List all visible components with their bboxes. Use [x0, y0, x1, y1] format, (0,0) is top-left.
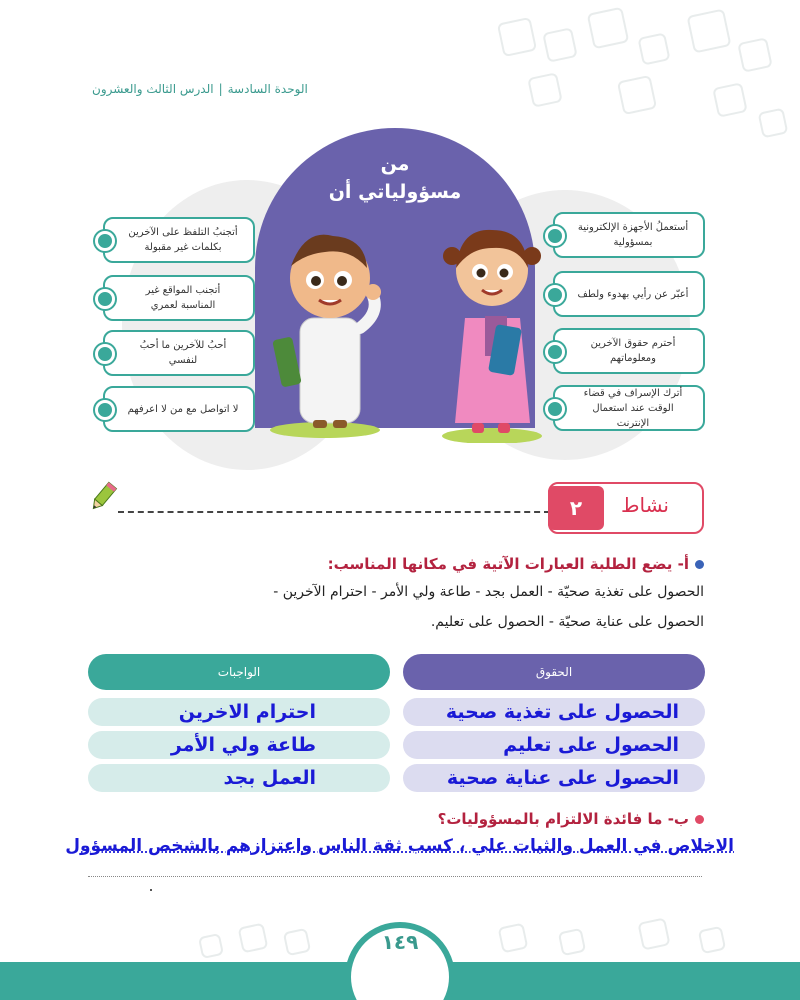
question-b-title: [304, 810, 704, 834]
bullet-dot-icon: [95, 400, 115, 420]
decorative-square: [497, 17, 537, 57]
responsibility-text: أتجنب المواقع غير المناسبة لعمري: [145, 285, 221, 311]
decorative-square: [712, 82, 748, 118]
decorative-square: [498, 923, 529, 954]
bullet-dot-icon: [545, 342, 565, 362]
rights-header: الحقوق: [403, 654, 705, 690]
breadcrumb-unit: الوحدة السادسة: [227, 82, 308, 96]
responsibility-text: أحبُ للآخرين ما أحبُ لنفسي: [139, 340, 227, 366]
responsibility-item-left-4: [103, 386, 255, 432]
illustration-title: [290, 150, 500, 206]
question-a-line1: الحصول على تغذية صحيّة - العمل بجد - طاعة ولي الأمر - احترام الآخرين -: [273, 584, 704, 600]
decorative-square: [283, 928, 311, 956]
decorative-square: [637, 32, 670, 65]
bullet-dot-icon: [545, 226, 565, 246]
decorative-square: [238, 923, 269, 954]
duties-header: الواجبات: [88, 654, 390, 690]
responsibility-item-right-3: [553, 328, 705, 374]
question-a-title: [284, 555, 704, 579]
activity-number: ٢: [548, 486, 604, 530]
decorative-square: [758, 108, 789, 139]
responsibility-item-right-1: [553, 212, 705, 258]
rights-cell[interactable]: الحصول على تغذية صحية: [403, 698, 705, 726]
duties-cell[interactable]: طاعة ولي الأمر: [88, 731, 390, 759]
answer-line: [88, 876, 702, 877]
decorative-square: [617, 75, 657, 115]
responsibility-text: أستعملُ الأجهزة الإلكترونية بمسؤولية: [577, 222, 689, 248]
illustration-title-line1: من: [380, 153, 410, 175]
breadcrumb-lesson: الدرس الثالث والعشرون: [92, 82, 214, 96]
breadcrumb-separator: |: [218, 82, 223, 96]
question-a-text: أ- يضع الطلبة العبارات الآتية في مكانها المناسب:: [327, 555, 689, 573]
bullet-dot-icon: [95, 289, 115, 309]
rights-cell[interactable]: الحصول على عناية صحية: [403, 764, 705, 792]
responsibility-text: أترك الإسراف في قضاء الوقت عند استعمال الإنترنت: [583, 387, 683, 429]
decorative-square: [542, 27, 578, 63]
question-b-text: ب- ما فائدة الالتزام بالمسؤوليات؟: [437, 810, 689, 828]
responsibility-item-right-2: [553, 271, 705, 317]
bullet-icon: [695, 815, 704, 824]
decorative-square: [587, 7, 630, 50]
bullet-dot-icon: [95, 344, 115, 364]
boy-character-icon: [255, 208, 395, 438]
duties-cell[interactable]: العمل بجد: [88, 764, 390, 792]
responsibility-item-left-2: [103, 275, 255, 321]
activity-label: نشاط: [621, 493, 669, 517]
decorative-square: [737, 37, 773, 73]
stray-dot: [150, 889, 152, 891]
decorative-square: [698, 926, 726, 954]
bullet-dot-icon: [95, 231, 115, 251]
girl-character-icon: [430, 208, 560, 443]
illustration-title-line2: مسؤولياتي أن: [328, 181, 462, 203]
question-a-line2: الحصول على عناية صحيّة - الحصول على تعليم.: [430, 614, 704, 630]
breadcrumb: [92, 82, 362, 104]
duties-cell[interactable]: احترام الاخرين: [88, 698, 390, 726]
responsibility-text: أتجنبُ التلفظ على الآخرين بكلمات غير مقبولة: [128, 227, 238, 253]
decorative-square: [527, 72, 563, 108]
bullet-dot-icon: [545, 285, 565, 305]
page-number: ١٤٩: [381, 930, 419, 954]
responsibility-text: لا اتواصل مع من لا اعرفهم: [127, 403, 239, 415]
responsibility-item-right-4: [553, 385, 705, 431]
responsibility-text: أعبّر عن رأيي بهدوء ولطف: [577, 288, 689, 300]
decorative-square: [637, 917, 670, 950]
decorative-square: [686, 8, 731, 53]
dashed-divider: [118, 511, 550, 513]
decorative-square: [558, 928, 586, 956]
bullet-icon: [695, 560, 704, 569]
bullet-dot-icon: [545, 399, 565, 419]
rights-cell[interactable]: الحصول على تعليم: [403, 731, 705, 759]
responsibility-item-left-3: [103, 330, 255, 376]
decorative-square: [198, 933, 224, 959]
answer-text[interactable]: الاخلاص في العمل والثبات علي ، كسب ثقة الناس واعتزازهم بالشخص المسؤول: [65, 836, 734, 856]
responsibility-item-left-1: [103, 217, 255, 263]
pencil-icon: [86, 480, 120, 514]
responsibility-text: أحترم حقوق الآخرين ومعلوماتهم: [590, 338, 676, 364]
